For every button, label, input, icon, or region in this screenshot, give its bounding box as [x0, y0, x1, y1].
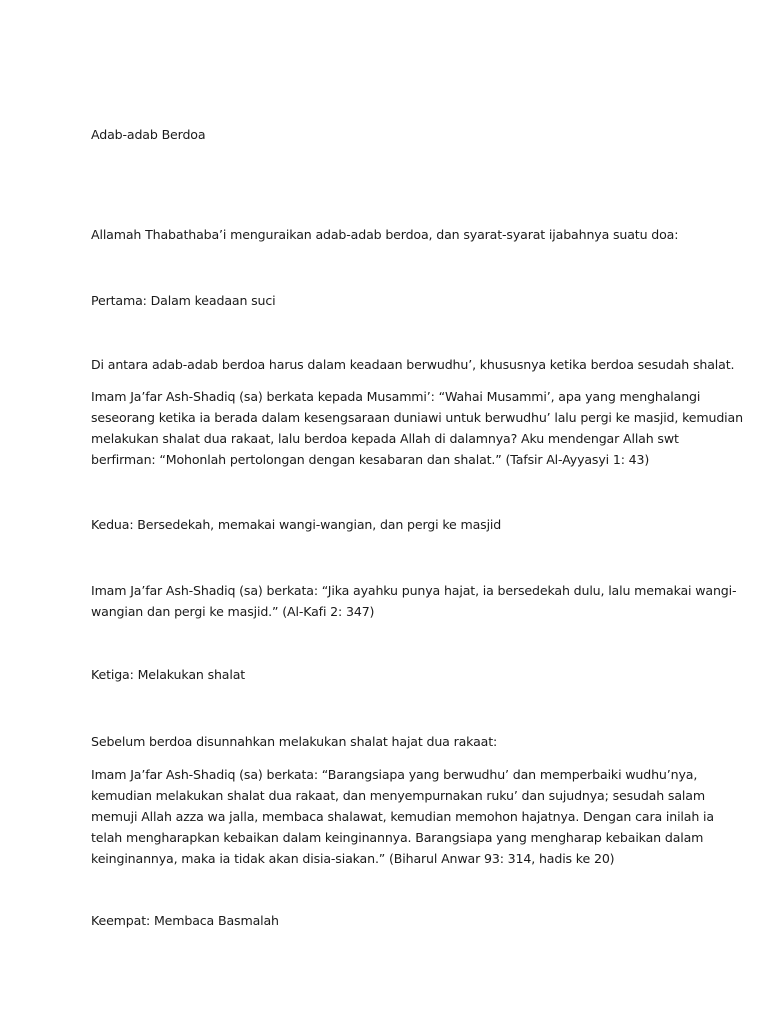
- text-line: wangian dan pergi ke masjid.” (Al-Kafi 2: 347): [91, 604, 375, 619]
- text-line: Imam Ja’far Ash-Shadiq (sa) berkata kepada Musammi’: “Wahai Musammi’, apa yang menghalangi: [91, 389, 701, 404]
- section1-paragraph-2: [91, 386, 743, 470]
- intro-paragraph: Allamah Thabathaba’i menguraikan adab-adab berdoa, dan syarat-syarat ijabahnya suatu doa:: [91, 227, 679, 242]
- section-heading-keempat: Keempat: Membaca Basmalah: [91, 913, 279, 928]
- text-line: keinginannya, maka ia tidak akan disia-siakan.” (Biharul Anwar 93: 314, hadis ke 20): [91, 851, 615, 866]
- text-line: Imam Ja’far Ash-Shadiq (sa) berkata: “Jika ayahku punya hajat, ia bersedekah dulu, lalu memakai wangi-: [91, 583, 737, 598]
- section1-paragraph-1: Di antara adab-adab berdoa harus dalam keadaan berwudhu’, khususnya ketika berdoa sesudah shalat.: [91, 357, 735, 372]
- section-heading-kedua: Kedua: Bersedekah, memakai wangi-wangian, dan pergi ke masjid: [91, 517, 502, 532]
- text-line: berfirman: “Mohonlah pertolongan dengan kesabaran dan shalat.” (Tafsir Al-Ayyasyi 1: 43): [91, 452, 650, 467]
- text-line: seseorang ketika ia berada dalam kesengsaraan duniawi untuk berwudhu’ lalu pergi ke masjid, kemudian: [91, 410, 743, 425]
- section2-paragraph: [91, 580, 737, 622]
- section3-paragraph-1: Sebelum berdoa disunnahkan melakukan shalat hajat dua rakaat:: [91, 734, 498, 749]
- text-line: melakukan shalat dua rakaat, lalu berdoa kepada Allah di dalamnya? Aku mendengar Allah swt: [91, 431, 679, 446]
- section-heading-ketiga: Ketiga: Melakukan shalat: [91, 667, 246, 682]
- text-line: kemudian melakukan shalat dua rakaat, dan menyempurnakan ruku’ dan sujudnya; sesudah salam: [91, 788, 705, 803]
- text-line: Imam Ja’far Ash-Shadiq (sa) berkata: “Barangsiapa yang berwudhu’ dan memperbaiki wudhu’nya,: [91, 767, 698, 782]
- section3-paragraph-2: [91, 764, 714, 869]
- text-line: telah mengharapkan kebaikan dalam keinginannya. Barangsiapa yang mengharap kebaikan dalam: [91, 830, 704, 845]
- document-title: Adab-adab Berdoa: [91, 127, 206, 142]
- text-line: memuji Allah azza wa jalla, membaca shalawat, kemudian memohon hajatnya. Dengan cara inilah ia: [91, 809, 714, 824]
- section-heading-pertama: Pertama: Dalam keadaan suci: [91, 293, 276, 308]
